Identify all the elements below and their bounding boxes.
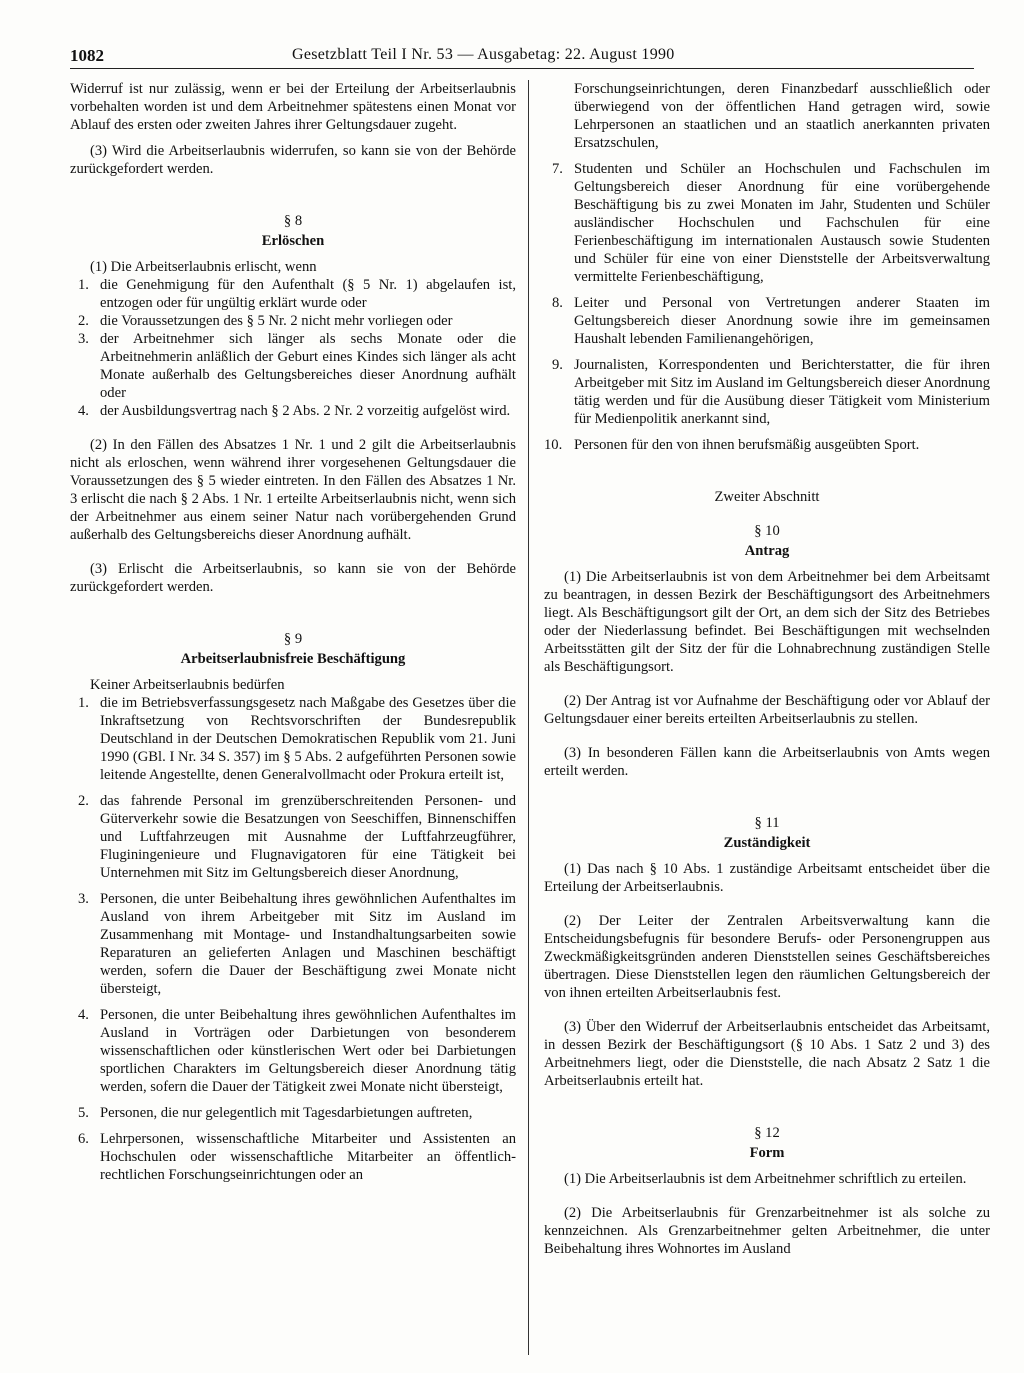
section-title-10: Antrag	[744, 543, 790, 559]
section-number-12: § 12	[754, 1125, 780, 1141]
paragraph-3: (3) Wird die Arbeitserlaubnis widerrufen, so kann sie von der Behörde zurückgefordert werden.	[70, 143, 516, 177]
continuation-paragraph: Widerruf ist nur zulässig, wenn er bei der Erteilung der Arbeitserlaubnis vorbehalten worden ist und dem Arbeitnehmer spätestens einen Monat vor Ablauf des ersten oder zweiten Jahres ihrer Geltungsdauer zugeht.	[70, 81, 516, 133]
section-11-paragraph-1: (1) Das nach § 10 Abs. 1 zuständige Arbeitsamt entscheidet über die Erteilung der Arbeitserlaubnis.	[544, 861, 990, 895]
page-header	[70, 42, 974, 69]
gazette-issue-title: Gesetzblatt Teil I Nr. 53 — Ausgabetag: 22. August 1990	[292, 46, 675, 63]
section-title-9: Arbeitserlaubnisfreie Beschäftigung	[180, 651, 406, 667]
section-12-paragraph-2: (2) Die Arbeitserlaubnis für Grenzarbeitnehmer ist als solche zu kennzeichnen. Als Grenzarbeitnehmer gelten Arbeitnehmer, die unter Beibehaltung ihres Wohnortes im Ausland	[544, 1205, 990, 1257]
page-number: 1082	[70, 46, 104, 65]
list-item: 4. Personen, die unter Beibehaltung ihres gewöhnlichen Aufenthaltes im Ausland in Vorträgen oder Darbietungen von besonderem wissenschaftlichen oder künstlerischen Wert oder bei Darbietungen sportlichen Charakters im Geltungsbereich dieser Anordnung tätig werden, sofern die Dauer der Tätigkeit zwei Monate nicht übersteigt,	[78, 1007, 516, 1095]
list-item: 10. Personen für den von ihnen berufsmäßig ausgeübten Sport.	[544, 437, 920, 453]
section-11-paragraph-3: (3) Über den Widerruf der Arbeitserlaubnis entscheidet das Arbeitsamt, in dessen Bezirk der Beschäftigungsort (§ 10 Abs. 1 Satz 2 und 3) des Arbeitnehmers liegt, oder die Dienststelle, die nach Absatz 2 Satz 1 die Arbeitserlaubnis erteilt hat.	[544, 1019, 990, 1089]
section-title-8: Erlöschen	[261, 233, 325, 249]
list-item: 9. Journalisten, Korrespondenten und Berichterstatter, die für ihren Arbeitgeber mit Sitz im Ausland im Geltungsbereich dieser Anordnung tätig werden und für die Ausübung dieser Tätigkeit vom Ministerium für Medienpolitik anerkannt sind,	[552, 357, 990, 427]
list-item: 3. der Arbeitnehmer sich länger als sechs Monate oder die Arbeitnehmerin anläßlich der Geburt eines Kindes sich länger als acht Monate außerhalb des Geltungsbereiches dieser Anordnung aufhält oder	[78, 331, 516, 401]
list-item: 3. Personen, die unter Beibehaltung ihres gewöhnlichen Aufenthaltes im Ausland von ihrem Arbeitgeber mit Sitz im Ausland im Zusammenhang mit Montage- und Instandhaltungsarbeiten sowie Reparaturen an gelieferten Anlagen und Maschinen beschäftigt werden, sofern die Dauer der Beschäftigung zwei Monate nicht übersteigt,	[78, 891, 516, 997]
section-10-paragraph-3: (3) In besonderen Fällen kann die Arbeitserlaubnis von Amts wegen erteilt werden.	[544, 745, 990, 779]
list-item: 7. Studenten und Schüler an Hochschulen und Fachschulen im Geltungsbereich dieser Anordnung für eine vorübergehende Beschäftigung bis zu zwei Monaten im Jahr, Studenten und Schüler ausländischer Hochschulen und Fachschulen für eine Ferienbeschäftigung im internationalen Austausch sowie Studenten und Schüler für eine von einer Dienststelle der Arbeitsverwaltung vermittelte Ferienbeschäftigung,	[552, 161, 990, 285]
list-item: 5. Personen, die nur gelegentlich mit Tagesdarbietungen auftreten,	[78, 1105, 473, 1121]
section-title-11: Zuständigkeit	[723, 835, 811, 851]
left-column	[70, 80, 516, 1184]
section-number-8: § 8	[283, 213, 303, 229]
section-9-intro: Keiner Arbeitserlaubnis bedürfen	[90, 677, 285, 693]
section-8-paragraph-3: (3) Erlischt die Arbeitserlaubnis, so kann sie von der Behörde zurückgefordert werden.	[70, 561, 516, 595]
section-11-paragraph-2: (2) Der Leiter der Zentralen Arbeitsverwaltung kann die Entscheidungsbefugnis für besondere Berufs- oder Personengruppen aus Zweckmäßigkeitsgründen anderen Dienststellen seines Geschäftsbereiches übertragen. Diese Dienststellen legen den räumlichen Geltungsbereich der von ihnen erteilten Arbeitserlaubnis fest.	[544, 913, 990, 1001]
section-12-paragraph-1: (1) Die Arbeitserlaubnis ist dem Arbeitnehmer schriftlich zu erteilen.	[564, 1171, 967, 1187]
section-number-11: § 11	[754, 815, 780, 831]
list-item: 8. Leiter und Personal von Vertretungen anderer Staaten im Geltungsbereich dieser Anordnung sowie ihre im gemeinsamen Haushalt lebenden Familienangehörigen,	[552, 295, 990, 347]
list-item: 1. die Genehmigung für den Aufenthalt (§ 5 Nr. 1) abgelaufen ist, entzogen oder für ungültig erklärt wurde oder	[78, 277, 516, 311]
list-item: 1. die im Betriebsverfassungsgesetz nach Maßgabe des Gesetzes über die Inkraftsetzung von Rechtsvorschriften der Bundesrepublik Deutschland in der Deutschen Demokratischen Republik vom 21. Juni 1990 (GBl. I Nr. 34 S. 357) im § 5 Abs. 2 aufgeführten Personen sowie leitende Angestellte, denen Generalvollmacht oder Prokura erteilt ist,	[78, 695, 516, 783]
list-item: 6. Lehrpersonen, wissenschaftliche Mitarbeiter und Assistenten an Hochschulen oder wissenschaftliche Mitarbeiter an öffentlich-rechtlichen Forschungseinrichtungen oder an	[78, 1131, 516, 1183]
section-number-10: § 10	[754, 523, 780, 539]
right-column	[544, 80, 990, 1258]
list-item: 2. das fahrende Personal im grenzüberschreitenden Personen- und Güterverkehr sowie die Besatzungen von Seeschiffen, Binnenschiffen und Luftfahrzeugen mit Ausnahme der Luftfahrzeugführer, Fluginingenieure und Flugnavigatoren für eine Tätigkeit bei Unternehmen mit Sitz im Geltungsbereich dieser Anordnung,	[78, 793, 516, 881]
list-item: 4. der Ausbildungsvertrag nach § 2 Abs. 2 Nr. 2 vorzeitig aufgelöst wird.	[78, 403, 511, 419]
section-title-12: Form	[749, 1145, 785, 1161]
part-heading: Zweiter Abschnitt	[714, 489, 820, 505]
section-number-9: § 9	[283, 631, 303, 647]
section-8-paragraph-2: (2) In den Fällen des Absatzes 1 Nr. 1 und 2 gilt die Arbeitserlaubnis nicht als erloschen, wenn während ihrer vorgesehenen Geltungsdauer die Voraussetzungen des § 5 wieder eintreten. In den Fällen des Absatzes 1 Nr. 3 erlischt die nach § 2 Abs. 1 Nr. 1 erteilte Arbeitserlaubnis nicht, wenn sich der Arbeitnehmer aus einem seiner Natur nach vorübergehenden Grund außerhalb des Geltungsbereichs dieser Anordnung aufhält.	[70, 437, 516, 543]
section-10-paragraph-1: (1) Die Arbeitserlaubnis ist von dem Arbeitnehmer bei dem Arbeitsamt zu beantragen, in dessen Bezirk der Beschäftigungsort des Arbeitnehmers liegt. Als Beschäftigungsort gilt der Ort, an dem sich der Sitz des Betriebes oder der Niederlassung befindet. Bei Beschäftigungen mit wechselnden Arbeitsstätten gilt der Sitz der für die Lohnabrechnung zuständigen Stelle als Beschäftigungsort.	[544, 569, 990, 675]
column-divider	[528, 80, 529, 1355]
section-8-intro: (1) Die Arbeitserlaubnis erlischt, wenn	[90, 259, 317, 275]
section-10-paragraph-2: (2) Der Antrag ist vor Aufnahme der Beschäftigung oder vor Ablauf der Geltungsdauer einer bereits erteilten Arbeitserlaubnis zu stellen.	[544, 693, 990, 727]
continuation-paragraph: Forschungseinrichtungen, deren Finanzbedarf ausschließlich oder überwiegend von der öffentlichen Hand getragen wird, sowie Lehrpersonen an staatlichen und an staatlich anerkannten privaten Ersatzschulen,	[574, 81, 990, 151]
list-item: 2. die Voraussetzungen des § 5 Nr. 2 nicht mehr vorliegen oder	[78, 313, 453, 329]
